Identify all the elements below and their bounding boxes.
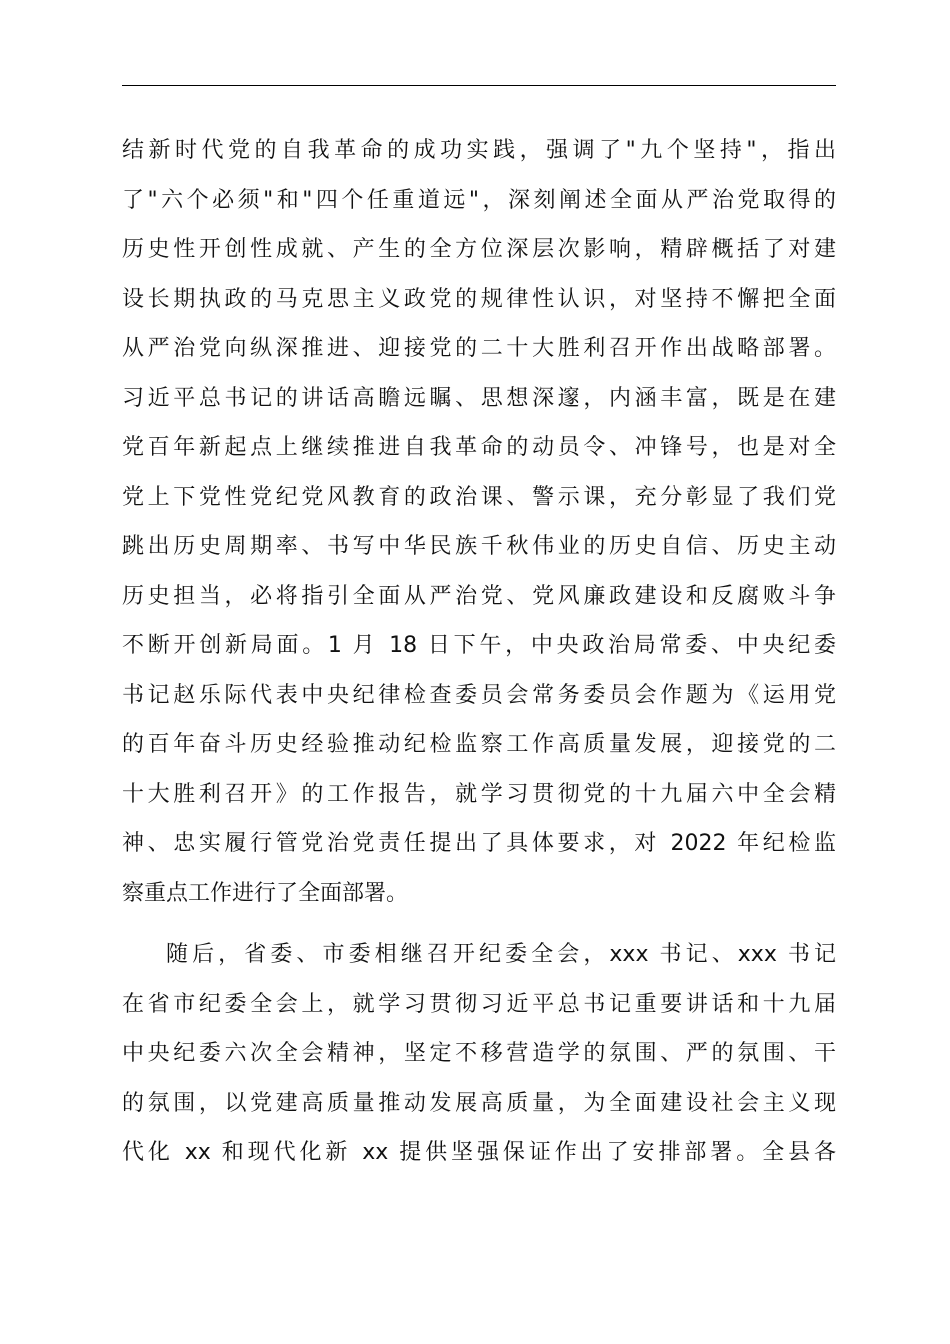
text-line: 习近平总书记的讲话高瞻远瞩、思想深邃，内涵丰富，既是在建 [122, 385, 836, 411]
paragraph-2 [122, 930, 836, 1178]
text-line: 随后，省委、市委相继召开纪委全会，xxx 书记、xxx 书记 [166, 942, 836, 967]
text-line: 了"六个必须"和"四个任重道远"，深刻阐述全面从严治党取得的 [122, 187, 836, 213]
text-line: 跳出历史周期率、书写中华民族千秋伟业的历史自信、历史主动 [122, 534, 836, 559]
paragraph-spacer [122, 918, 836, 930]
text-line: 党百年新起点上继续推进自我革命的动员令、冲锋号，也是对全 [122, 435, 836, 460]
text-line: 的百年奋斗历史经验推动纪检监察工作高质量发展，迎接党的二 [122, 732, 836, 757]
text-line: 中央纪委六次全会精神，坚定不移营造学的氛围、严的氛围、干 [122, 1041, 836, 1066]
header-rule [122, 85, 836, 86]
text-line: 十大胜利召开》的工作报告，就学习贯彻党的十九届六中全会精 [122, 781, 836, 807]
text-line: 书记赵乐际代表中央纪律检查委员会常务委员会作题为《运用党 [122, 682, 836, 708]
text-line: 历史担当，必将指引全面从严治党、党风廉政建设和反腐败斗争 [122, 583, 836, 609]
text-line: 历史性开创性成就、产生的全方位深层次影响，精辟概括了对建 [122, 237, 836, 262]
document-body [122, 126, 836, 1178]
text-line: 党上下党性党纪党风教育的政治课、警示课，充分彰显了我们党 [122, 484, 836, 510]
text-line: 的氛围，以党建高质量推动发展高质量，为全面建设社会主义现 [122, 1090, 836, 1116]
text-line: 察重点工作进行了全面部署。 [122, 880, 409, 906]
paragraph-1 [122, 126, 836, 918]
text-line: 从严治党向纵深推进、迎接党的二十大胜利召开作出战略部署。 [122, 336, 836, 361]
text-line: 不断开创新局面。1 月 18 日下午，中央政治局常委、中央纪委 [122, 633, 836, 658]
text-line: 神、忠实履行管党治党责任提出了具体要求，对 2022 年纪检监 [122, 831, 836, 856]
text-line: 代化 xx 和现代化新 xx 提供坚强保证作出了安排部署。全县各 [122, 1140, 836, 1165]
text-line: 设长期执政的马克思主义政党的规律性认识，对坚持不懈把全面 [122, 286, 836, 312]
text-line: 结新时代党的自我革命的成功实践，强调了"九个坚持"，指出 [122, 138, 836, 163]
text-line: 在省市纪委全会上，就学习贯彻习近平总书记重要讲话和十九届 [122, 991, 836, 1017]
